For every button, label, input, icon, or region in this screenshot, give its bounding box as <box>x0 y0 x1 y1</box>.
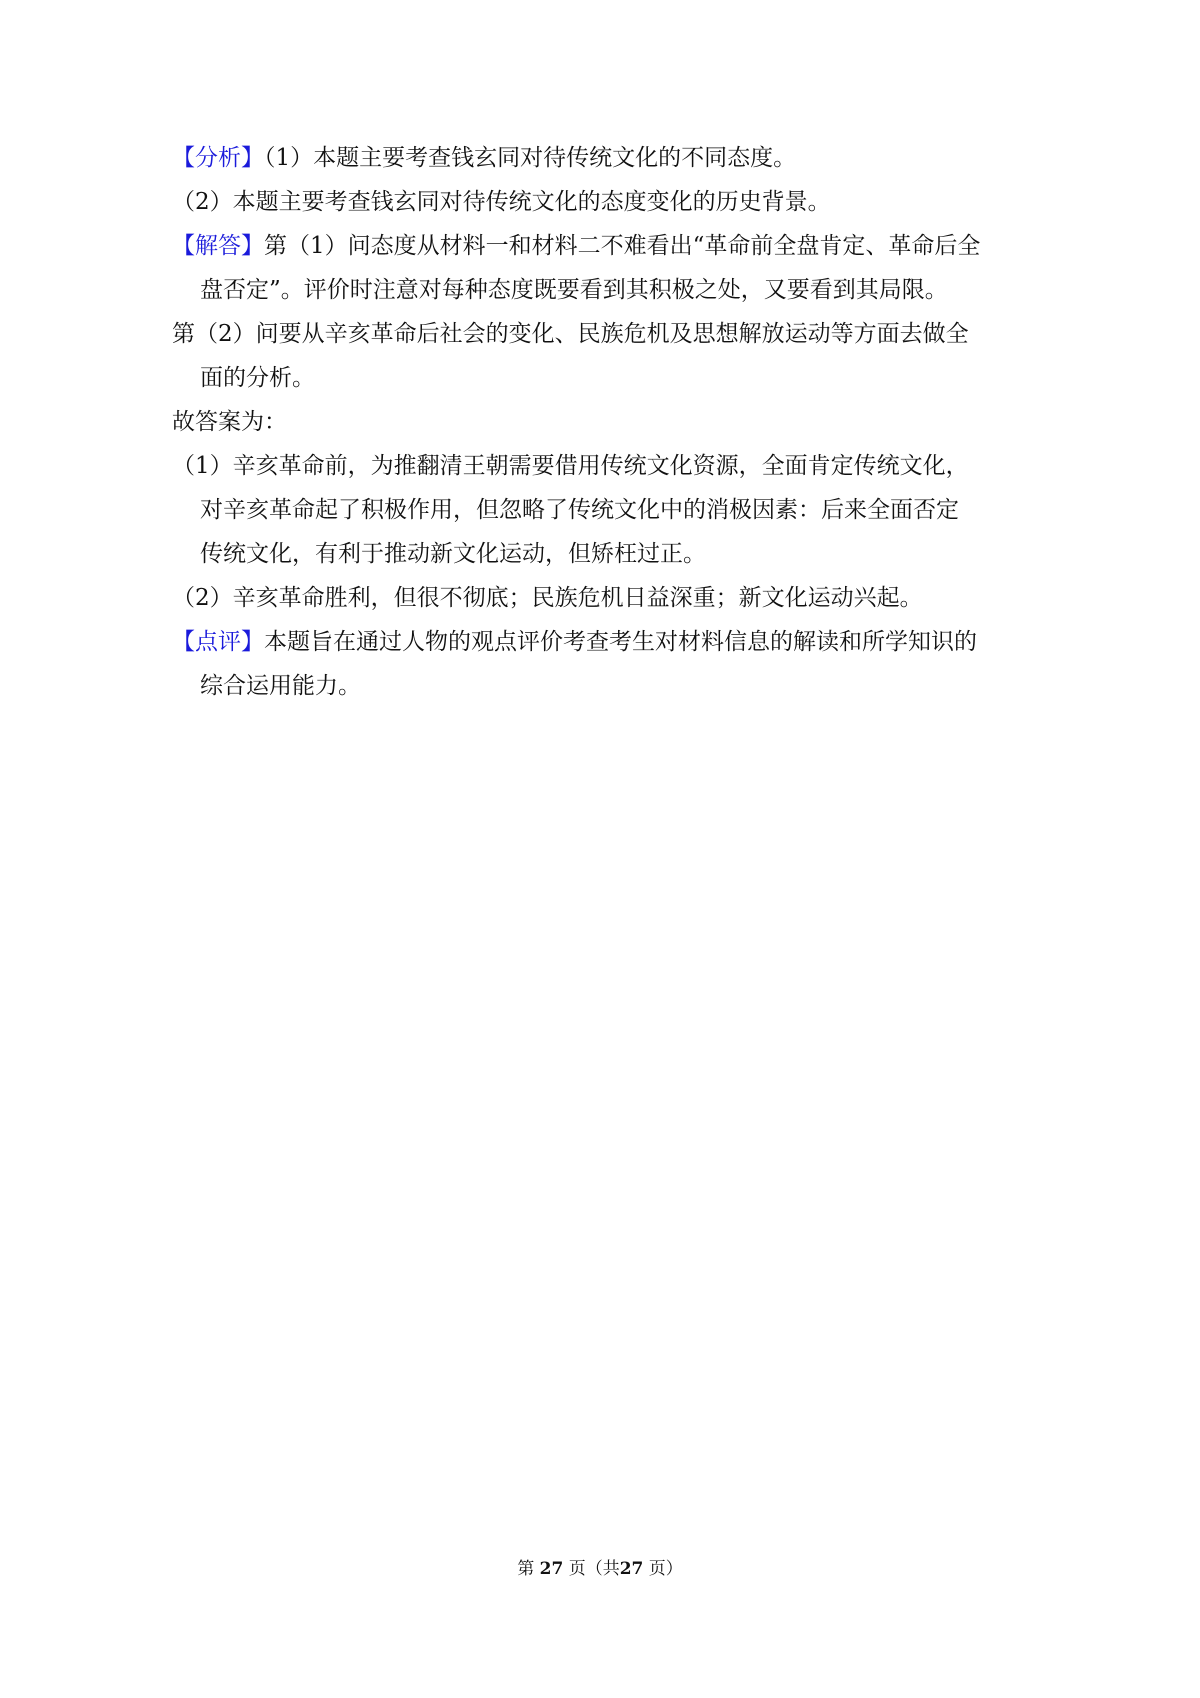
comment-text-1: 本题旨在通过人物的观点评价考查考生对材料信息的解读和所学知识的 <box>264 629 977 655</box>
answer-line-3: 第（2）问要从辛亥革命后社会的变化、民族危机及思想解放运动等方面去做全 <box>172 321 969 347</box>
answer-line-5: 故答案为： <box>172 409 287 435</box>
answer-line-6: （1）辛亥革命前，为推翻清王朝需要借用传统文化资源，全面肯定传统文化， <box>172 453 969 479</box>
comment-tag: 【点评】 <box>172 629 264 655</box>
analysis-tag: 【分析】 <box>172 145 264 171</box>
analysis-text-1: （1）本题主要考查钱玄同对待传统文化的不同态度。 <box>264 145 797 171</box>
comment-line-1 <box>172 627 977 657</box>
footer-page-number: 27 <box>539 1559 564 1579</box>
analysis-line-2: （2）本题主要考查钱玄同对待传统文化的态度变化的历史背景。 <box>172 189 831 215</box>
answer-line-8: 传统文化，有利于推动新文化运动，但矫枉过正。 <box>200 541 706 567</box>
answer-line-4: 面的分析。 <box>200 365 315 391</box>
footer-total-pages: 27 <box>619 1559 644 1579</box>
answer-line-1 <box>172 231 980 261</box>
footer-suffix: 页） <box>648 1559 683 1579</box>
page-footer <box>0 1558 1200 1580</box>
answer-line-7: 对辛亥革命起了积极作用，但忽略了传统文化中的消极因素：后来全面否定 <box>200 497 959 523</box>
footer-prefix: 第 <box>517 1559 535 1579</box>
answer-line-2: 盘否定”。评价时注意对每种态度既要看到其积极之处，又要看到其局限。 <box>200 277 948 303</box>
comment-line-2: 综合运用能力。 <box>200 673 361 699</box>
answer-text-1: 第（1）问态度从材料一和材料二不难看出“革命前全盘肯定、革命后全 <box>264 233 981 259</box>
answer-line-9: （2）辛亥革命胜利，但很不彻底；民族危机日益深重；新文化运动兴起。 <box>172 585 923 611</box>
answer-tag: 【解答】 <box>172 233 264 259</box>
footer-middle: 页（共 <box>568 1559 620 1579</box>
analysis-line-1 <box>172 143 796 173</box>
